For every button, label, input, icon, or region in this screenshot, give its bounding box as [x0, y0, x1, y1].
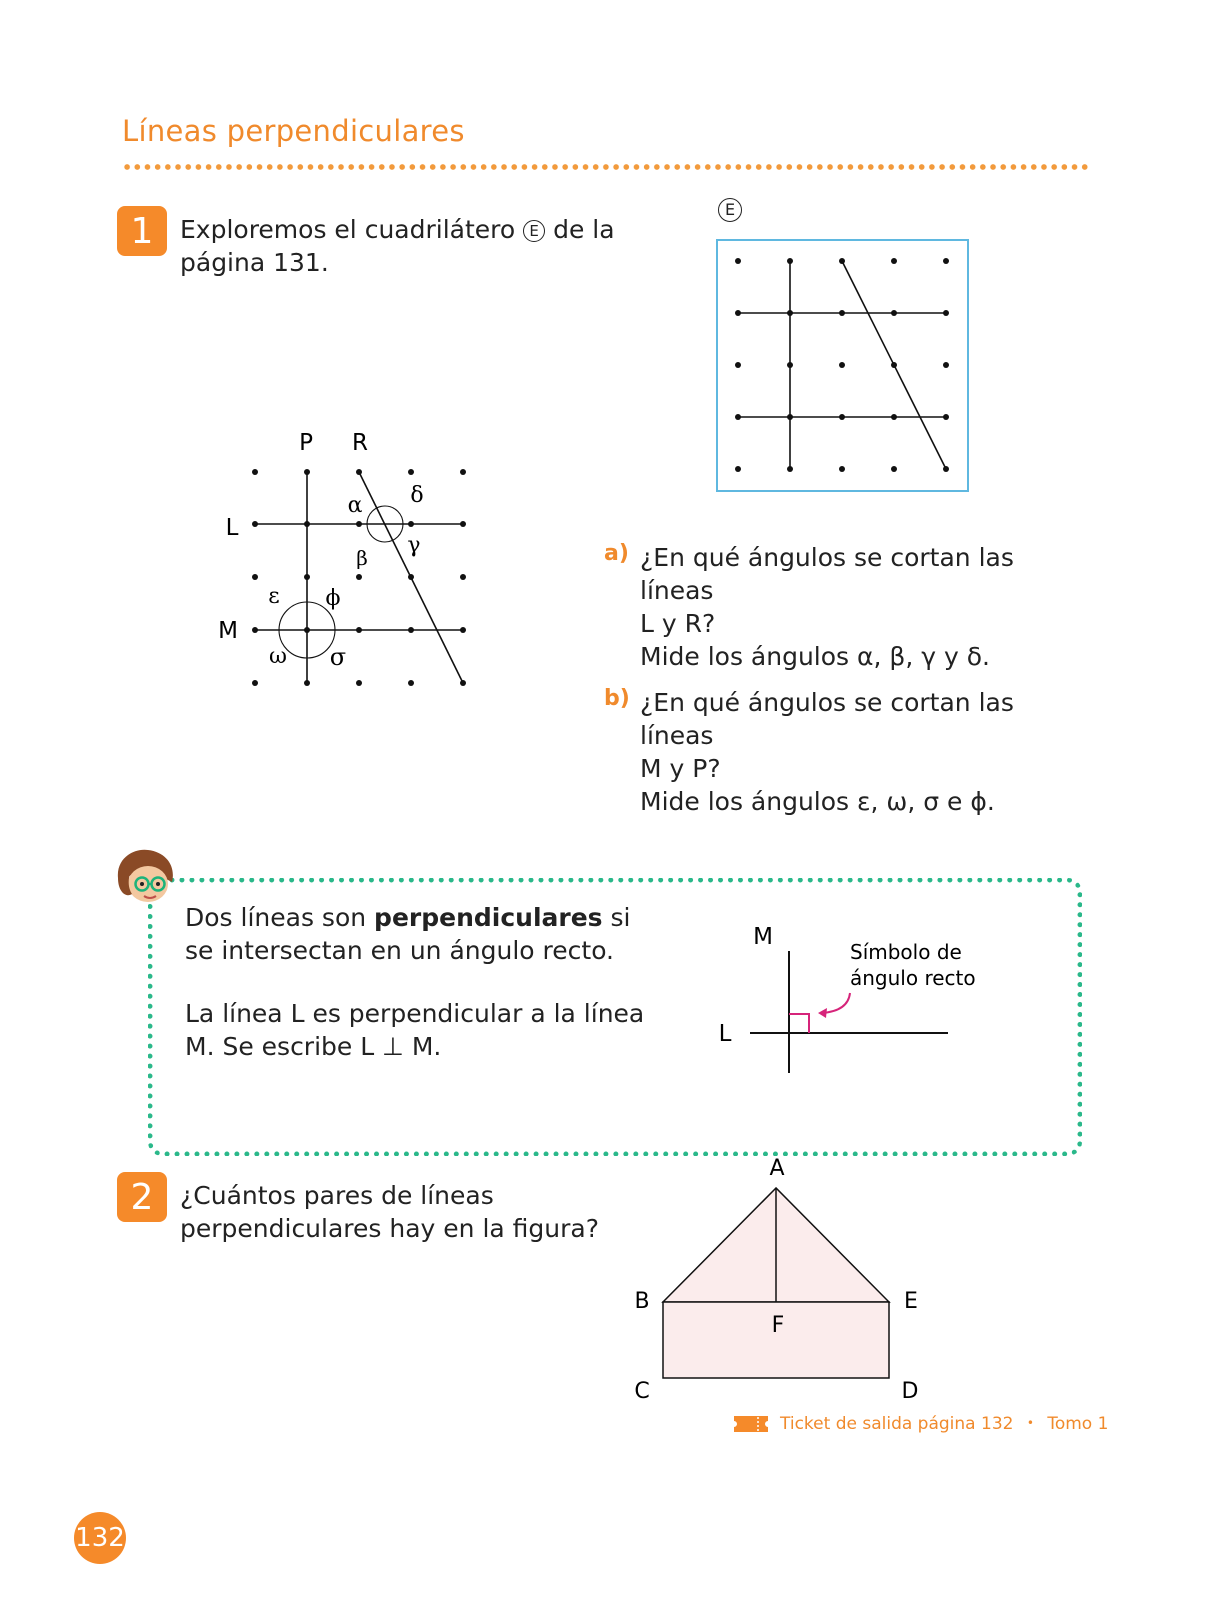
definition-line2: se intersectan en un ángulo recto.: [185, 936, 615, 965]
diagram-label-l: L: [718, 1021, 732, 1047]
question-a: [640, 541, 1080, 673]
vertex-b: B: [634, 1289, 650, 1314]
problem-1-text-line1: Exploremos el cuadrilátero: [180, 215, 524, 244]
vertex-c: C: [634, 1379, 650, 1404]
label-alpha: α: [347, 493, 363, 518]
question-a-label: a): [604, 541, 629, 566]
ticket-icon: [732, 1414, 770, 1434]
page-title: Líneas perpendiculares: [122, 114, 465, 148]
definition-line1-post: si: [602, 903, 631, 932]
problem-1-text-line2: página 131.: [180, 248, 329, 277]
page-number: 132: [74, 1512, 126, 1564]
label-gamma: γ: [407, 533, 421, 558]
circled-letter-e: E: [523, 220, 545, 242]
figure-e-label: E: [718, 198, 742, 222]
problem-1-text: [180, 213, 640, 279]
diagram-label-m: M: [753, 924, 773, 950]
label-l: L: [225, 515, 239, 541]
ticket-text: Ticket de salida página 132: [780, 1414, 1014, 1434]
problem-2-line2: perpendiculares hay en la figura?: [180, 1214, 599, 1243]
vertex-e: E: [904, 1289, 918, 1314]
label-phi: ϕ: [325, 586, 341, 611]
tomo-label: Tomo 1: [1047, 1414, 1109, 1434]
question-a-line1: ¿En qué ángulos se cortan las líneas: [640, 543, 1014, 605]
problem-1-text-line1-end: de la: [545, 215, 615, 244]
vertex-d: D: [901, 1379, 919, 1404]
right-angle-symbol: [789, 1014, 809, 1033]
title-divider: [122, 163, 1088, 171]
definition-line3: La línea L es perpendicular a la línea: [185, 999, 645, 1028]
quadrilateral-e-grid: [716, 239, 970, 493]
definition-line1-pre: Dos líneas son: [185, 903, 375, 932]
question-b-line1: ¿En qué ángulos se cortan las líneas: [640, 688, 1014, 750]
house-figure: [620, 1150, 940, 1410]
angle-diagram: [205, 420, 495, 710]
question-b-line3: Mide los ángulos ε, ω, σ e ϕ.: [640, 787, 995, 816]
symbol-caption-line1: Símbolo de: [850, 940, 962, 964]
symbol-caption-line2: ángulo recto: [850, 966, 976, 990]
question-b-label: b): [604, 686, 630, 711]
definition-bold-term: perpendiculares: [374, 903, 603, 932]
label-delta: δ: [410, 483, 424, 508]
question-a-line3: Mide los ángulos α, β, γ y δ.: [640, 642, 990, 671]
question-b: [640, 686, 1080, 818]
definition-line1: [185, 901, 685, 934]
teacher-avatar-icon: [114, 848, 178, 906]
label-beta: β: [356, 546, 368, 570]
label-epsilon: ε: [268, 584, 280, 609]
problem-1-badge: 1: [117, 206, 167, 256]
label-r: R: [352, 430, 368, 456]
definition-line4: M. Se escribe L ⊥ M.: [185, 1032, 442, 1061]
problem-2-line1: ¿Cuántos pares de líneas: [180, 1181, 494, 1210]
question-a-line2: L y R?: [640, 609, 716, 638]
perpendicular-diagram: [700, 915, 1000, 1085]
problem-2-text: [180, 1179, 610, 1245]
definition-text: [185, 901, 685, 1063]
question-b-line2: M y P?: [640, 754, 721, 783]
ticket-separator: •: [1026, 1416, 1034, 1430]
vertex-a: A: [769, 1156, 785, 1181]
label-sigma: σ: [329, 643, 347, 671]
problem-2-badge: 2: [117, 1172, 167, 1222]
exit-ticket: [780, 1414, 1108, 1434]
label-p: P: [299, 430, 313, 456]
label-m: M: [218, 618, 238, 644]
vertex-f: F: [771, 1313, 785, 1338]
label-omega: ω: [269, 644, 287, 669]
arrow-head: [818, 1008, 827, 1018]
